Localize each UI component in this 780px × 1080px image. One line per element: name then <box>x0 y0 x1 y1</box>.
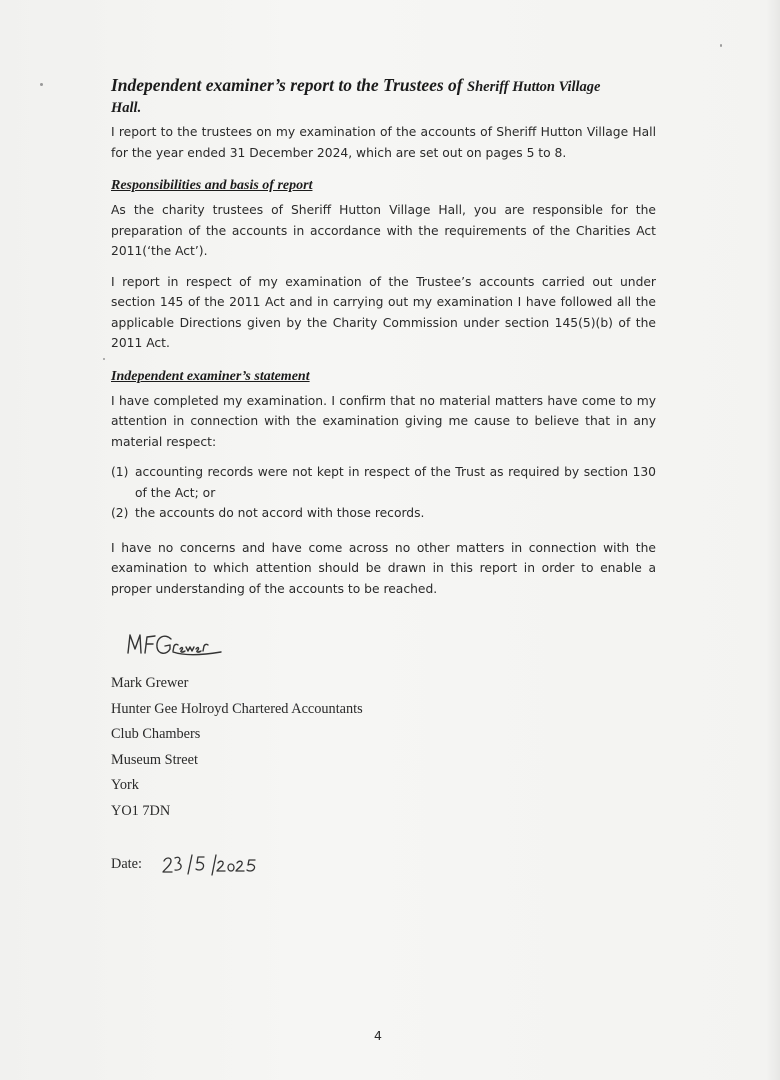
list-item-number: (1) <box>111 465 129 479</box>
scan-speck <box>40 83 43 86</box>
responsibilities-para-1: As the charity trustees of Sheriff Hutton Village Hall, you are responsible for the preparation of the accounts in accordance with the requirements of the Charities Act 2011(‘the Act’). <box>111 203 656 258</box>
intro-paragraph: I report to the trustees on my examination of the accounts of Sheriff Hutton Village Hall for the year ended 31 December 2024, which are set out on pages 5 to 8. <box>111 125 656 160</box>
address-block <box>111 671 363 824</box>
list-item-number: (2) <box>111 506 129 520</box>
page-number: 4 <box>374 1028 382 1043</box>
signatory-name: Mark Grewer <box>111 675 189 691</box>
address-postcode: YO1 7DN <box>111 802 171 819</box>
responsibilities-para-2: I report in respect of my examination of the Trustee’s accounts carried out under section 145 of the 2011 Act and in carrying out my examination I have followed all the applicable Directions given by the Charity Commission under section 145(5)(b) of the 2011 Act. <box>111 274 656 350</box>
responsibilities-heading: Responsibilities and basis of report <box>111 178 313 193</box>
firm-name: Hunter Gee Holroyd Chartered Accountants <box>111 700 363 717</box>
report-title <box>111 76 656 118</box>
title-entity: Sheriff Hutton Village <box>467 79 601 95</box>
title-main: Independent examiner’s report to the Trustees of <box>111 75 463 95</box>
address-city: York <box>111 777 139 793</box>
list-item-text: accounting records were not kept in respect of the Trust as required by section 130 of the Act; or <box>135 465 656 500</box>
statement-list <box>111 462 656 524</box>
list-item <box>111 503 656 524</box>
list-item-text: the accounts do not accord with those records. <box>135 506 425 520</box>
date-label: Date: <box>111 856 142 872</box>
handwritten-date <box>161 852 261 882</box>
statement-para-1: I have completed my examination. I confirm that no material matters have come to my attention in connection with the examination giving me cause to believe that in any material respect: <box>111 393 656 449</box>
page-edge-shadow <box>766 0 780 1080</box>
address-line-1: Club Chambers <box>111 726 201 742</box>
handwritten-signature <box>125 627 235 667</box>
scan-speck <box>720 44 722 47</box>
scan-speck <box>103 358 105 360</box>
statement-para-2: I have no concerns and have come across no other matters in connection with the examination to which attention should be drawn in this report in order to enable a proper understanding of the accounts to be reached. <box>111 540 656 596</box>
list-item <box>111 462 656 503</box>
title-entity-cont: Hall. <box>111 100 142 116</box>
report-body <box>111 76 656 599</box>
address-line-2: Museum Street <box>111 751 198 768</box>
statement-heading: Independent examiner’s statement <box>111 368 310 384</box>
